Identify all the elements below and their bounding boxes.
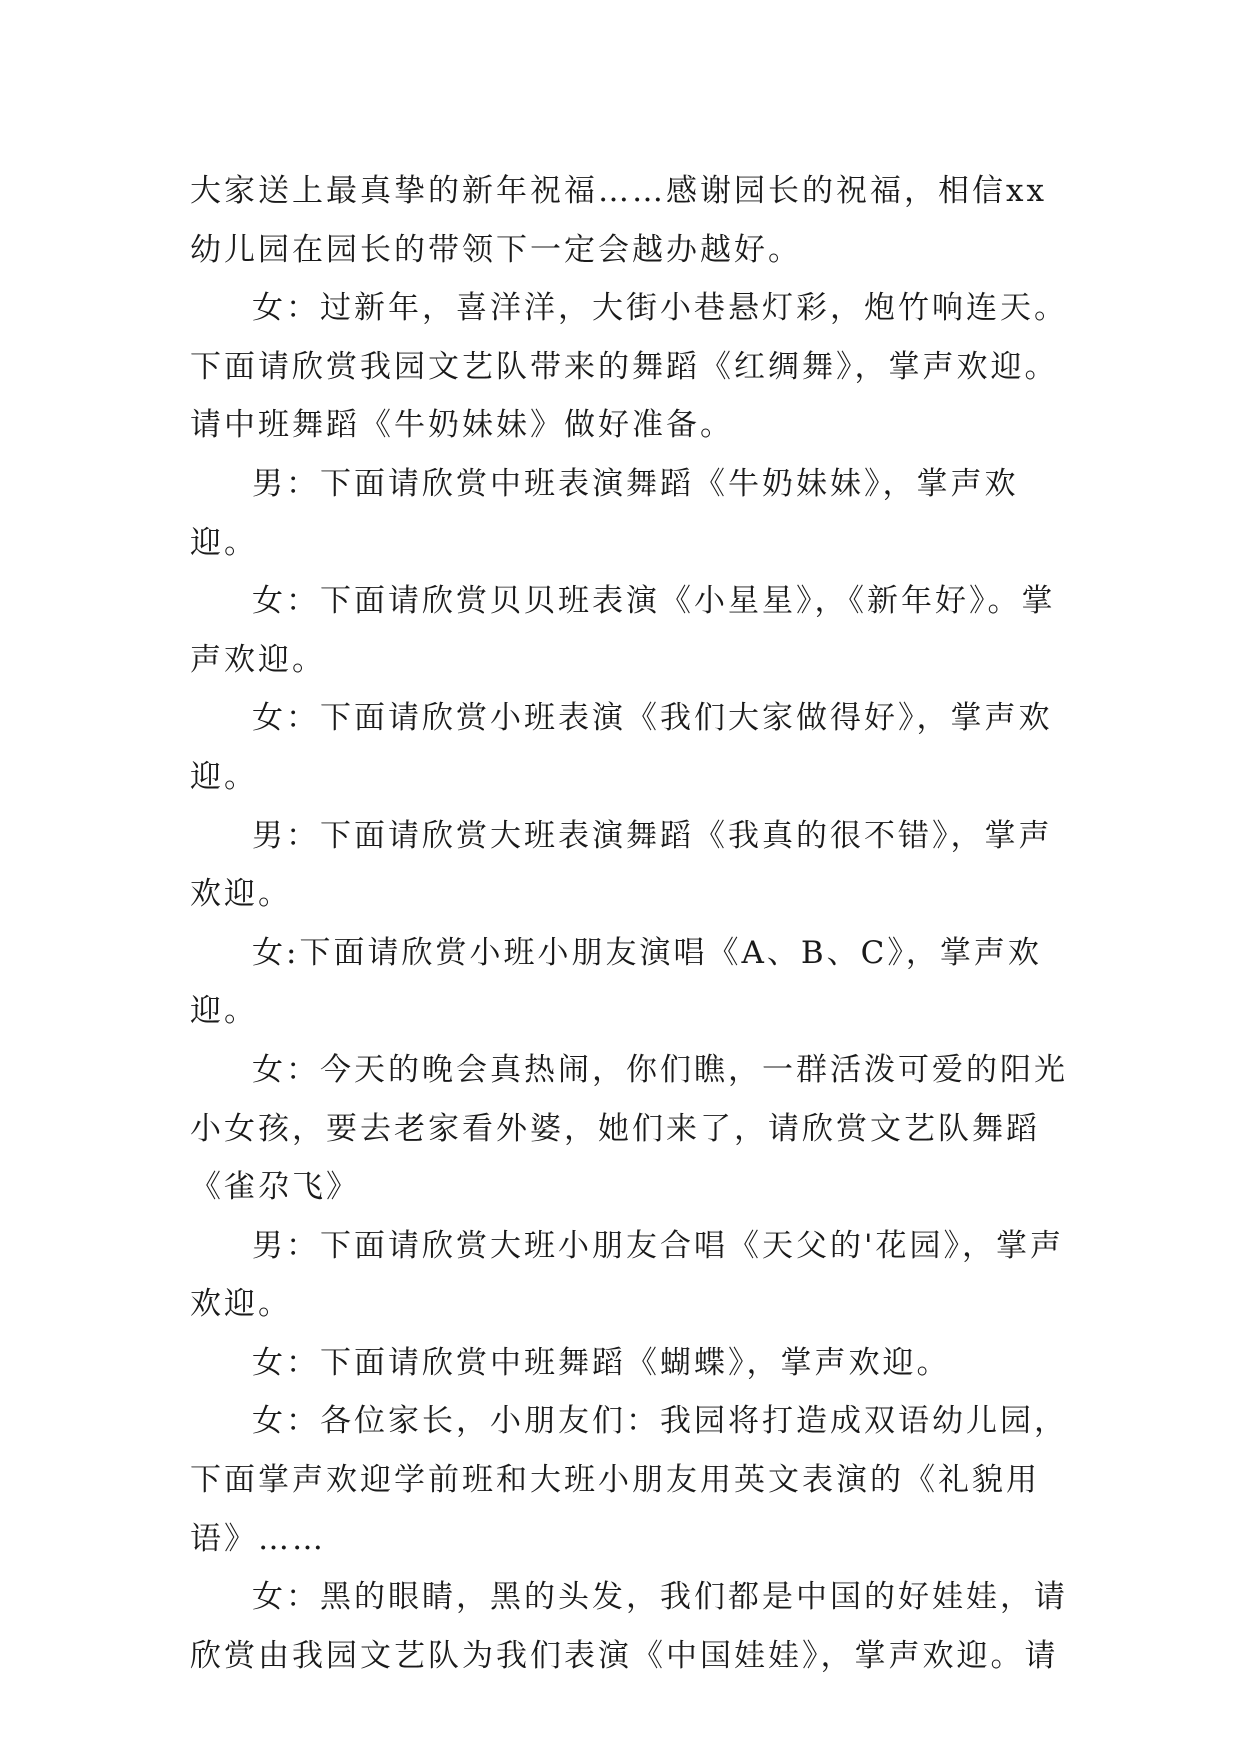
paragraph-12: 女：黑的眼睛，黑的头发，我们都是中国的好娃娃，请欣赏由我园文艺队为我们表演《中国娃娃》，掌声欢迎。请 <box>190 1579 1068 1674</box>
paragraph-2: 女：过新年，喜洋洋，大街小巷悬灯彩，炮竹响连天。下面请欣赏我园文艺队带来的舞蹈《红绸舞》，掌声欢迎。请中班舞蹈《牛奶妹妹》做好准备。 <box>190 290 1068 444</box>
document-body <box>190 162 1070 1685</box>
paragraph-9: 男：下面请欣赏大班小朋友合唱《天父的'花园》，掌声欢迎。 <box>190 1227 1065 1323</box>
paragraph-10: 女：下面请欣赏中班舞蹈《蝴蝶》，掌声欢迎。 <box>252 1344 951 1381</box>
paragraph-5: 女：下面请欣赏小班表演《我们大家做得好》，掌声欢迎。 <box>190 700 1053 795</box>
paragraph-1: 大家送上最真挚的新年祝福……感谢园长的祝福，相信xx幼儿园在园长的带领下一定会越办越好。 <box>190 173 1047 268</box>
paragraph-6: 男：下面请欣赏大班表演舞蹈《我真的很不错》，掌声欢迎。 <box>190 817 1053 913</box>
paragraph-3: 男：下面请欣赏中班表演舞蹈《牛奶妹妹》，掌声欢迎。 <box>190 465 1019 561</box>
paragraph-4: 女：下面请欣赏贝贝班表演《小星星》，《新年好》。掌声欢迎。 <box>190 583 1056 678</box>
paragraph-7: 女:下面请欣赏小班小朋友演唱《A、B、C》，掌声欢迎。 <box>190 934 1042 1030</box>
paragraph-11: 女：各位家长，小朋友们：我园将打造成双语幼儿园，下面掌声欢迎学前班和大班小朋友用英文表演的《礼貌用语》…… <box>190 1403 1068 1557</box>
paragraph-8: 女：今天的晚会真热闹，你们瞧，一群活泼可爱的阳光小女孩，要去老家看外婆，她们来了，请欣赏文艺队舞蹈《雀尕飞》 <box>190 1051 1068 1206</box>
